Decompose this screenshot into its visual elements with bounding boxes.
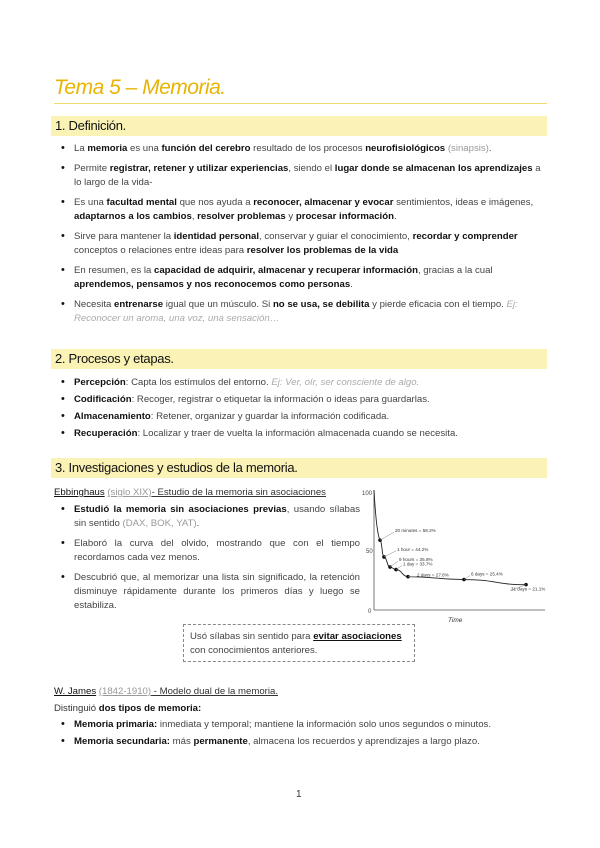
list-item: • Recuperación: Localizar y traer de vuelta la información almacenada cuando se necesita. (56, 427, 548, 441)
list-item: • Memoria secundaria: más permanente, almacena los recuerdos y aprendizajes a largo plazo. (56, 735, 548, 749)
process-list (56, 376, 548, 444)
label-leader-line (390, 561, 398, 567)
list-item: • Almacenamiento: Retener, organizar y guardar la información codificada. (56, 410, 548, 424)
list-item: • Sirve para mantener la identidad personal, conservar y guiar el conocimiento, recordar y comprender conceptos o relaciones entre ideas para resolver los problemas de la vida (56, 230, 548, 258)
list-item: • Elaboró la curva del olvido, mostrando que con el tiempo recordamos cada vez menos. (56, 537, 360, 565)
note-box: Usó sílabas sin sentido para evitar asociaciones con conocimientos anteriores. (183, 624, 415, 662)
list-item: • Codificación: Recoger, registrar o etiquetar la información o ideas para guardarlas. (56, 393, 548, 407)
james-intro: Distinguió dos tipos de memoria: (54, 703, 202, 714)
definition-list (56, 142, 548, 332)
list-item: • Memoria primaria: inmediata y temporal; mantiene la información solo unos segundos o minutos. (56, 718, 548, 732)
list-item: • Descubrió que, al memorizar una lista sin significado, la retención disminuye rápidamente durante los primeros días y luego se estabiliza. (56, 571, 360, 613)
forgetting-curve-chart (360, 484, 550, 626)
list-item: • Permite registrar, retener y utilizar experiencias, siendo el lugar donde se almacenan los aprendizajes a lo largo de la vida- (56, 162, 548, 190)
y-tick-label: 50 (366, 549, 373, 555)
y-tick-label: 0 (368, 609, 372, 615)
data-label: 31 days = 21.1% (511, 586, 546, 592)
section-heading-procesos: 2. Procesos y etapas. (51, 349, 547, 369)
page-title: Tema 5 – Memoria. (54, 76, 226, 99)
data-label: 20 minutes = 58.2% (395, 528, 436, 534)
y-tick-label: 100 (362, 491, 373, 497)
x-axis-label: Time (448, 617, 463, 624)
data-point (378, 538, 382, 542)
page-number: 1 (296, 789, 302, 800)
data-label: 1 day = 33.7% (403, 561, 433, 567)
label-leader-line (384, 551, 396, 557)
ebbinghaus-list (56, 503, 360, 619)
james-heading: W. James (1842-1910) - Modelo dual de la memoria. (54, 686, 278, 697)
data-label: 6 days = 25.4% (471, 571, 503, 577)
label-leader-line (464, 576, 470, 580)
title-divider (54, 103, 547, 104)
section-heading-definicion: 1. Definición. (51, 116, 547, 136)
ebbinghaus-heading: Ebbinghaus (siglo XIX)- Estudio de la memoria sin asociaciones (54, 487, 326, 498)
list-item: • Necesita entrenarse igual que un músculo. Si no se usa, se debilita y pierde eficacia con el tiempo. Ej: Reconocer un aroma, una voz, una sensación… (56, 298, 548, 326)
list-item: • En resumen, es la capacidad de adquirir, almacenar y recuperar información, gracias a la cual aprendemos, pensamos y nos reconocemos como personas. (56, 264, 548, 292)
section-heading-investigaciones: 3. Investigaciones y estudios de la memoria. (51, 458, 547, 478)
list-item: • Percepción: Capta los estímulos del entorno. Ej: Ver, oír, ser consciente de algo. (56, 376, 548, 390)
memory-types-list (56, 718, 548, 752)
data-label: 1 hour = 44.2% (397, 546, 429, 552)
list-item: • La memoria es una función del cerebro resultado de los procesos neurofisiológicos (sinapsis). (56, 142, 548, 156)
data-label: 9 hours = 35.8% (399, 557, 433, 563)
data-point (462, 578, 466, 582)
label-leader-line (396, 566, 402, 570)
label-leader-line (380, 532, 394, 540)
data-label: 2 days = 27.8% (417, 572, 449, 578)
list-item: • Estudió la memoria sin asociaciones previas, usando sílabas sin sentido (DAX, BOK, YAT). (56, 503, 360, 531)
list-item: • Es una facultad mental que nos ayuda a reconocer, almacenar y evocar sentimientos, ideas e imágenes, adaptarnos a los cambios, resolver problemas y procesar información. (56, 196, 548, 224)
